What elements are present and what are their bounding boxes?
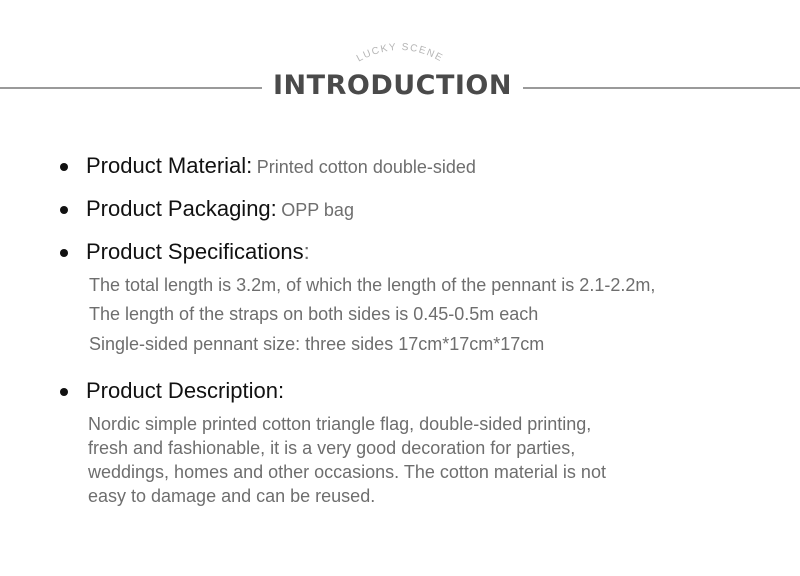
- description-line: easy to damage and can be reused.: [88, 486, 376, 506]
- bullet-icon: [60, 388, 68, 396]
- specifications-item: [60, 239, 310, 265]
- material-item: [60, 153, 476, 179]
- bullet-icon: [60, 249, 68, 257]
- specifications-label: Product Specifications: [86, 239, 304, 264]
- spec-line: The total length is 3.2m, of which the length of the pennant is 2.1-2.2m,: [89, 275, 656, 295]
- description-line: Nordic simple printed cotton triangle flag, double-sided printing,: [88, 414, 592, 434]
- description-line: fresh and fashionable, it is a very good decoration for parties,: [88, 438, 576, 458]
- description-label: Product Description:: [86, 378, 285, 403]
- bullet-icon: [60, 206, 68, 214]
- packaging-value: OPP bag: [281, 200, 354, 220]
- bullet-icon: [60, 163, 68, 171]
- material-value: Printed cotton double-sided: [256, 157, 476, 177]
- description-line: weddings, homes and other occasions. The cotton material is not: [88, 462, 606, 482]
- specifications-colon: :: [303, 239, 310, 264]
- packaging-item: [60, 196, 354, 222]
- spec-line: The length of the straps on both sides is 0.45-0.5m each: [89, 304, 539, 324]
- description-item: [60, 378, 284, 404]
- page-title: INTRODUCTION: [273, 70, 512, 101]
- packaging-label: Product Packaging:: [86, 196, 277, 221]
- brand-text: LUCKY SCENE: [354, 41, 446, 65]
- spec-line: Single-sided pennant size: three sides 17cm*17cm*17cm: [89, 334, 545, 354]
- material-label: Product Material:: [86, 153, 253, 178]
